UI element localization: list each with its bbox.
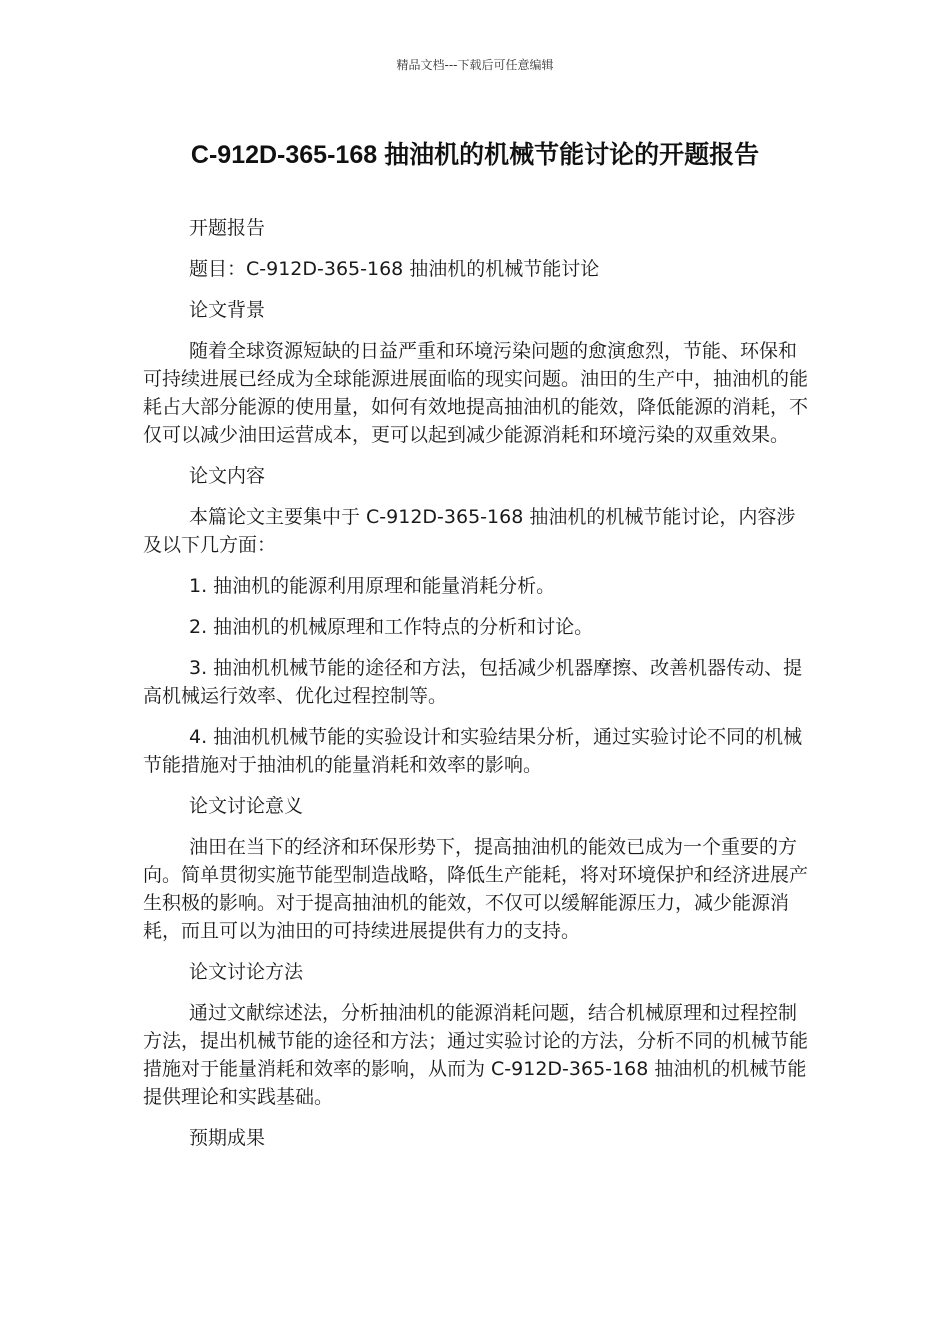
section-heading-significance: 论文讨论意义	[189, 795, 304, 817]
section-heading-methods: 论文讨论方法	[189, 961, 304, 983]
section-heading-content: 论文内容	[189, 465, 266, 487]
section-heading-expected-results: 预期成果	[189, 1127, 266, 1149]
section-heading-background: 论文背景	[189, 299, 266, 321]
background-paragraph: 随着全球资源短缺的日益严重和环境污染问题的愈演愈烈，节能、环保和可持续进展已经成为全球能源进展面临的现实问题。油田的生产中，抽油机的能耗占大部分能源的使用量，如何有效地提高抽油机的能效，降低能源的消耗，不仅可以减少油田运营成本，更可以起到减少能源消耗和环境污染的双重效果。	[143, 340, 809, 446]
methods-paragraph: 通过文献综述法，分析抽油机的能源消耗问题，结合机械原理和过程控制方法，提出机械节能的途径和方法；通过实验讨论的方法，分析不同的机械节能措施对于能量消耗和效率的影响，从而为 C-912D-365-168 抽油机的机械节能提供理论和实践基础。	[143, 1002, 809, 1108]
content-list-item: 1. 抽油机的能源利用原理和能量消耗分析。	[189, 575, 556, 597]
content-list-item: 2. 抽油机的机械原理和工作特点的分析和讨论。	[189, 616, 594, 638]
section-heading-opening-report: 开题报告	[189, 217, 266, 239]
document-body	[143, 214, 808, 1165]
topic-line: 题目：C-912D-365-168 抽油机的机械节能讨论	[189, 258, 600, 280]
content-list-item: 3. 抽油机机械节能的途径和方法，包括减少机器摩擦、改善机器传动、提高机械运行效率、优化过程控制等。	[143, 657, 803, 707]
content-list-item: 4. 抽油机机械节能的实验设计和实验结果分析，通过实验讨论不同的机械节能措施对于抽油机的能量消耗和效率的影响。	[143, 726, 803, 776]
header-note: 精品文档---下载后可任意编辑	[396, 58, 554, 72]
document-title: C-912D-365-168 抽油机的机械节能讨论的开题报告	[190, 141, 760, 169]
significance-paragraph: 油田在当下的经济和环保形势下，提高抽油机的能效已成为一个重要的方向。简单贯彻实施节能型制造战略，降低生产能耗，将对环境保护和经济进展产生积极的影响。对于提高抽油机的能效，不仅可以缓解能源压力，减少能源消耗，而且可以为油田的可持续进展提供有力的支持。	[143, 836, 809, 942]
content-intro-paragraph: 本篇论文主要集中于 C-912D-365-168 抽油机的机械节能讨论，内容涉及以下几方面：	[143, 506, 796, 556]
